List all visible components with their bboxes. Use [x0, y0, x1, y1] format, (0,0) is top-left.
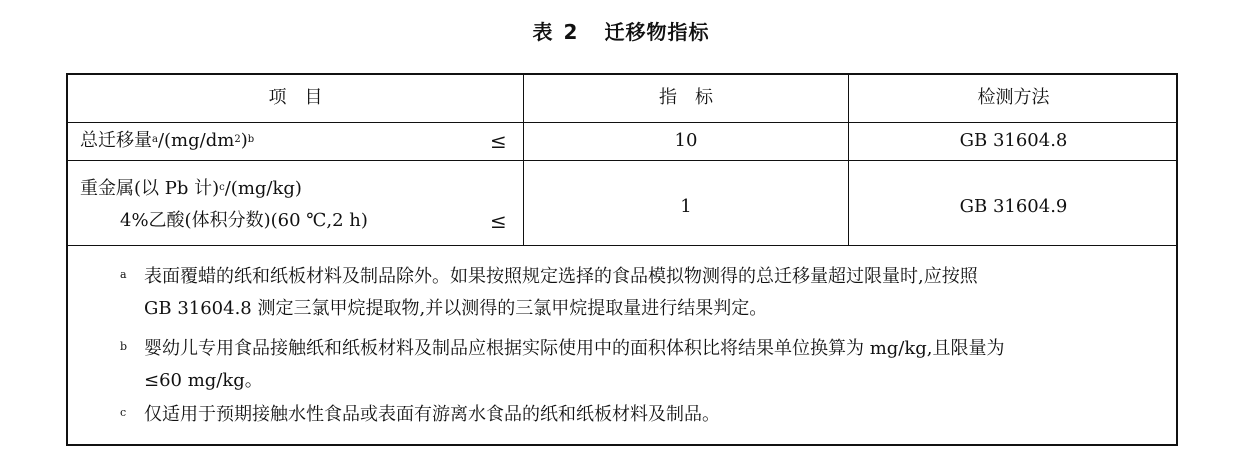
item-unit-close: ): [240, 130, 248, 151]
footnote-text-line2: ≤60 mg/kg。: [144, 370, 263, 391]
row-heavy-metal-method: GB 31604.9: [959, 196, 1068, 217]
item-unit: /(mg/dm: [157, 130, 235, 151]
item-name: 重金属(以 Pb 计): [80, 178, 220, 199]
table-title-label: 表: [532, 20, 554, 44]
row-heavy-metal-value: 1: [680, 196, 692, 217]
footnote-text-line2: GB 31604.8 测定三氯甲烷提取物,并以测得的三氯甲烷提取量进行结果判定。: [144, 298, 768, 319]
item-unit: /(mg/kg): [224, 178, 302, 199]
footnote-text-line1: 仅适用于预期接触水性食品或表面有游离水食品的纸和纸板材料及制品。: [144, 404, 720, 425]
row-total-migration-value: 10: [674, 130, 698, 151]
leq-operator: ≤: [490, 129, 507, 153]
unit-exponent: 2: [234, 134, 241, 145]
footnote-mark-a: a: [152, 134, 158, 145]
footnote-text-line1: 表面覆蜡的纸和纸板材料及制品除外。如果按照规定选择的食品模拟物测得的总迁移量超过限量时,应按照: [144, 266, 978, 287]
footnote-mark: b: [120, 340, 128, 353]
footnote-mark-b: b: [247, 134, 255, 145]
row-divider: [68, 160, 1176, 161]
footnote-mark-c: c: [219, 182, 225, 193]
table-title-name: 迁移物指标: [604, 20, 710, 44]
leq-operator: ≤: [490, 209, 507, 233]
item-name: 总迁移量: [80, 130, 152, 151]
header-rule: [68, 122, 1176, 123]
notes-divider: [68, 245, 1176, 246]
footnote-mark: a: [120, 268, 127, 281]
footnote-text-line1: 婴幼儿专用食品接触纸和纸板材料及制品应根据实际使用中的面积体积比将结果单位换算为 mg/kg,且限量为: [144, 338, 1005, 359]
header-method: 检测方法: [977, 87, 1050, 108]
row-heavy-metal-item: [80, 178, 302, 200]
table-title-number: 2: [563, 20, 579, 44]
row-total-migration-method: GB 31604.8: [959, 130, 1068, 151]
table-title: [0, 16, 1242, 45]
row-total-migration-item: [80, 130, 254, 152]
header-indicator: 指 标: [659, 87, 713, 108]
row-heavy-metal-condition: 4%乙酸(体积分数)(60 ℃,2 h): [120, 210, 368, 231]
header-item: 项 目: [268, 87, 323, 108]
footnote-mark: c: [120, 406, 127, 419]
